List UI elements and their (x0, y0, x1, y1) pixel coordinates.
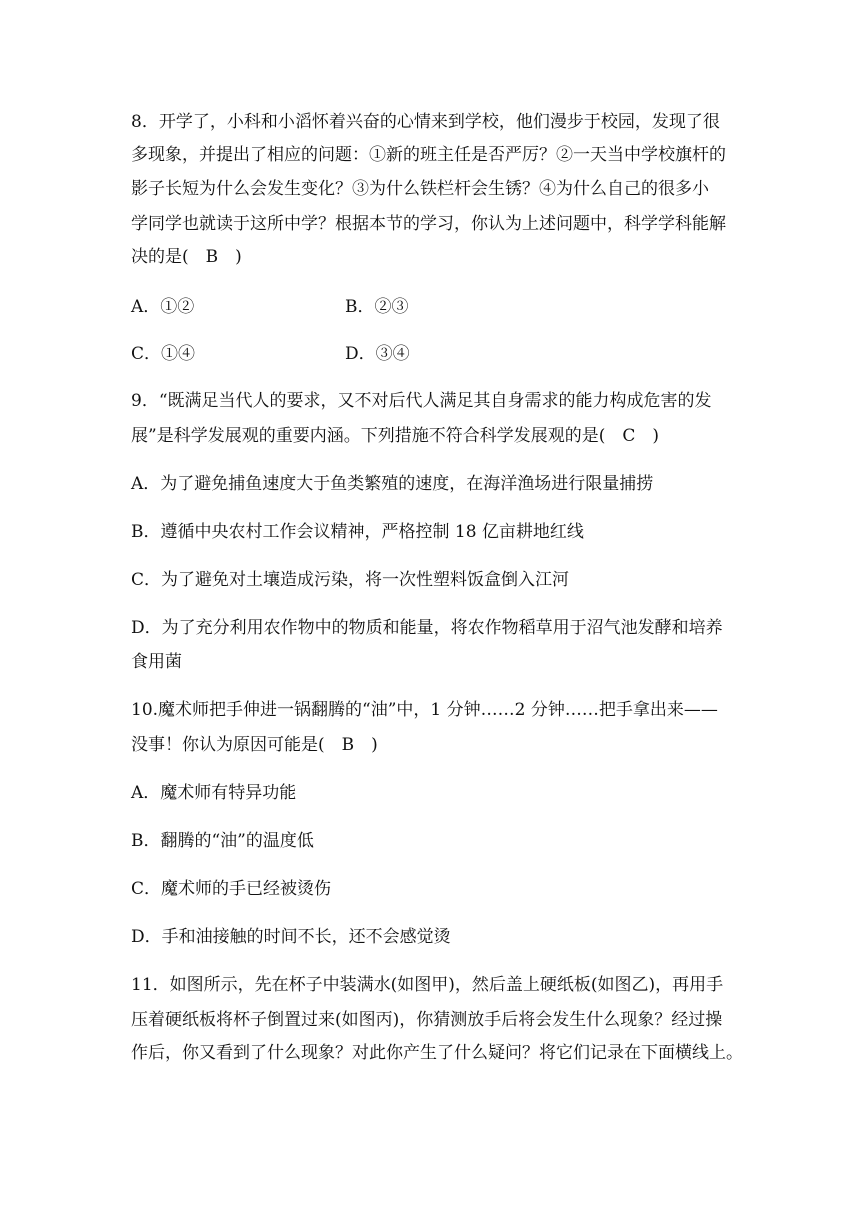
question-8-line-2: 多现象，并提出了相应的问题：①新的班主任是否严厉？②一天当中学校旗杆的 (131, 145, 726, 165)
question-8-option-b: B．②③ (345, 297, 409, 317)
question-8-option-c: C．①④ (131, 344, 196, 364)
question-8-option-a: A．①② (131, 297, 195, 317)
question-10-option-a: A．魔术师有特异功能 (131, 783, 297, 803)
question-9-line-2: 展”是科学发展观的重要内涵。下列措施不符合科学发展观的是( C ) (131, 426, 659, 446)
question-8-line-5: 决的是( B ) (131, 247, 242, 267)
question-9-option-c: C．为了避免对土壤造成污染，将一次性塑料饭盒倒入江河 (131, 570, 570, 590)
question-9-line-1: 9．“既满足当代人的要求，又不对后代人满足其自身需求的能力构成危害的发 (131, 391, 712, 411)
question-8-line-3: 影子长短为什么会发生变化？③为什么铁栏杆会生锈？④为什么自己的很多小 (131, 179, 709, 199)
question-9-option-b: B．遵循中央农村工作会议精神，严格控制 18 亿亩耕地红线 (131, 522, 584, 542)
question-10-line-2: 没事！你认为原因可能是( B ) (131, 735, 378, 755)
question-11-line-3: 作后，你又看到了什么现象？对此你产生了什么疑问？将它们记录在下面横线上。 (131, 1043, 743, 1063)
question-10-option-d: D．手和油接触的时间不长，还不会感觉烫 (131, 927, 451, 947)
question-8-option-d: D．③④ (345, 344, 410, 364)
question-9-option-a: A．为了避免捕鱼速度大于鱼类繁殖的速度，在海洋渔场进行限量捕捞 (131, 474, 654, 494)
question-11-line-2: 压着硬纸板将杯子倒置过来(如图丙)，你猜测放手后将会发生什么现象？经过操 (131, 1010, 723, 1030)
question-10-line-1: 10.魔术师把手伸进一锅翻腾的“油”中，1 分钟……2 分钟……把手拿出来—— (131, 700, 718, 720)
question-9-option-d-cont: 食用菌 (131, 652, 182, 672)
question-10-option-b: B．翻腾的“油”的温度低 (131, 831, 314, 851)
question-9-option-d: D．为了充分利用农作物中的物质和能量，将农作物稻草用于沼气池发酵和培养 (131, 618, 723, 638)
question-8-line-4: 学同学也就读于这所中学？根据本节的学习，你认为上述问题中，科学学科能解 (131, 214, 726, 234)
question-10-option-c: C．魔术师的手已经被烫伤 (131, 879, 332, 899)
question-8-line-1: 8．开学了，小科和小滔怀着兴奋的心情来到学校，他们漫步于校园，发现了很 (131, 112, 720, 132)
question-11-line-1: 11．如图所示，先在杯子中装满水(如图甲)，然后盖上硬纸板(如图乙)，再用手 (131, 975, 724, 995)
